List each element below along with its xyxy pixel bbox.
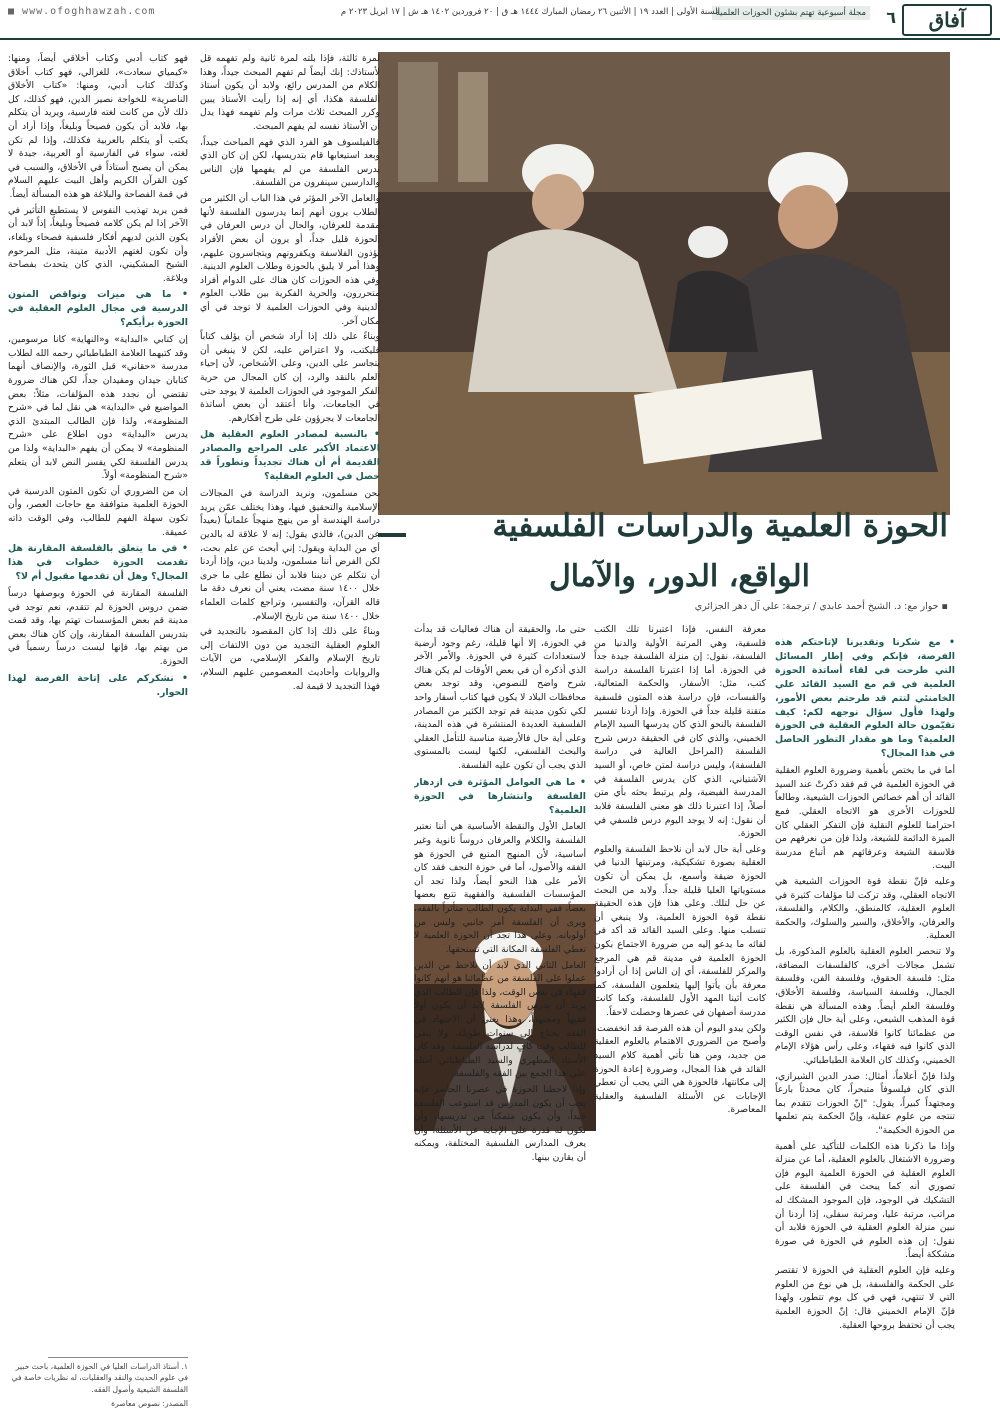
paragraph: وعليه فإن العلوم العقلية في الحوزة لا تقتصر على الحكمة والفلسفة، بل هي نوع من العلوم التي لا تنتهي، فهي في كل يوم تتطور، ولهذا فإنّ الإمام الخميني قال: إنّ الحوزة العلمية يجب أن تحتفظ بروحها العقلية. xyxy=(775,1265,955,1331)
article-title: الحوزة العلمية والدراسات الفلسفية xyxy=(492,508,948,544)
paragraph: العامل الثاني الذي لابد أن نلاحظ من الذين عملوا على الفلسفة من عظمائنا هو أنهم كانوا فقهاء في نفس الوقت، ولذا فإن الطالب الذي يريد أن يدرس الفلسفة لابد أن يكون أولاً فقيهاً ومجتهداً، وهذا يعني أن الاجتهاد في الفقه يحتاج إلى سنوات طويلة، ولا يبقى للطالب وقت كافٍ لدراسة الفلسفة. وقد كان الأستاذ المطهري والسيد الطباطبائي أمثلة على هذا الجمع بين الفقه والفلسفة. xyxy=(414,959,586,1080)
paragraph: وعليه فإنّ نقطة قوة الحوزات الشيعية هي الاتجاه العقلي، وقد تركت لنا مؤلفات كثيرة في العلوم العقلية، كالمنطق، والكلام، والفلسفة، والعرفان، والأخلاق، والسير والسلوك، والحكمة العملية. xyxy=(775,876,955,942)
title-accent-bar xyxy=(378,533,406,537)
students-studying-photo xyxy=(378,52,950,515)
paragraph: ولذا فإنّ أعلاماً، أمثال: صدر الدين الشيرازي، الذي كان فيلسوفاً متبحراً، كان محدثاً بارعاً ومجتهداً كبيراً، يقول: "إنّ الحوزات تتقدم بما تنتجه من علوم عقلية، وإنّ الحكمة يتم تعلمها من الحوزة الحكيمة". xyxy=(775,1070,955,1136)
page-header xyxy=(0,0,1000,40)
page-number: ٦ xyxy=(886,8,896,27)
paragraph: معرفة النفس، فإذا اعتبرنا تلك الكتب فلسفية، وهي المرتبة الأولية والدنيا من الفلسفة، نقول: إن منزلة الفلسفة جيدة جداً في الحوزة. أما إذا اعتبرنا الفلسفة دراسة كتب، مثل: الأسفار، والحكمة المتعالية، والقبسات، فإن دراسة هذه المتون فلسفية متقنة قليلة جداً في الحوزة. وإذا أردنا تفسير الفلسفة بالنحو الذي كان يدرسها السيد الإمام الخميني، والذي كان في الحقيقة درس شرح الفلسفة (المراحل العالية في دراسة الفلسفة)، وليس دراسة لمتن خاص، أو السيد الآشتياني، الذي كان يدرس الفلسفة في المدرسة الفيضية، ولم يرتبط بحثه بأي متن أصلاً، إذا اعتبرنا ذلك هو معنى الفلسفة فلابد أن نقول: إنه لا يوجد اليوم درس فلسفي في الحوزة. xyxy=(594,624,766,840)
footnote-1: ١. أستاذ الدراسات العليا في الحوزة العلمية، باحث خبير في علوم الحديث والنقد والعقليات، له نظريات خاصة في الفلسفة الشيعية وأصول الفقه. xyxy=(11,1362,188,1394)
column-1 xyxy=(775,633,955,1403)
column-2 xyxy=(594,623,766,1413)
column-5 xyxy=(8,52,188,1352)
paragraph: فهو كتاب أدبي وكتاب أخلاقي أيضاً، ومنها: «كيمياي سعادت»، للغزالي، فهو كتاب أخلاق وكذلك كتاب أدبي، ومنها: «كتاب الأخلاق الناصرية» للخواجة نصير الدين، فهو كذلك، كل ذلك لأن من كانت لغته فارسية، ويريد أن يتكلم بها، فلابد أن يكون فصيحاً وبليغاً، وإذا أراد أن يكتب أو يتكلم بالعربية فكذلك، وإذا لم تكن لغته، سواء في الفارسية أو العربية، جيدة لا يمكن أن يصبح أستاذاً في الأخلاق، والسبب في كون القرآن الكريم وأهل البيت عليهم السلام في قمة الفصاحة والبلاغة هو هذه المسألة أيضاً. xyxy=(8,53,188,201)
paragraph: وإذا لاحظنا الحوزة في عصرنا الحاضر فإنه يجب أن يكون المدرس قد استوعب الفلسفة جيداً، وأن يكون متمكناً من تدريسها، وأن تكون له قدرة على الإجابة عن الأسئلة، وأن يعرف المدارس الفلسفية المختلفة، ويمكنه أن يقارن بينها. xyxy=(414,1084,586,1164)
paragraph: فالفيلسوف هو الفرد الذي فهم المباحث جيداً، وبعد استيعابها قام بتدريسها، لكن إن كان الذي يدرس الفلسفة من لم يفهمها فإن الناس والدارسين سينفرون من الفلسفة. xyxy=(200,136,380,189)
bullet-icon: ■ xyxy=(8,6,23,17)
paragraph: العامل الأول والنقطة الأساسية هي أننا نعتبر الفلسفة والكلام والعرفان دروساً ثانوية وغير أساسية، لأن المنهج المتبع في الحوزة هو الفقه والأصول، أما في حوزة النجف فقد كان الأمر على هذا النحو أيضاً، ولذا تجد أن المؤسسات الفلسفية والفقهية تتبع بعضها بعضاً، ففي البداية يكون الطالب متأثراً بالفقه، ويرى أن الفلسفة أمر جانبي وليس من أولوياته. وعلى هذا تجد أن الحوزة العلمية لا تعطي الفلسفة المكانة التي تستحقها. xyxy=(414,821,586,955)
column-3 xyxy=(414,623,586,1413)
paragraph: والعامل الآخر المؤثر في هذا الباب أن الكثير من الطلاب يرون أنهم إنما يدرسون الفلسفة لأنها مقدمة للعرفان، والحال أن درس العرفان في الحوزة قليل جداً، أو يرون أن بعض الأفراد يؤذون الفلاسفة ويكفرونهم ويتجاسرون عليهم، وهذا أمر لا يليق بالحوزة وطلاب العلوم الدينية. وفي هذه الحوزات كان هناك على الدوام أفراد متحررون، والحرية الفكرية بين طلاب العلوم الدينية وفي الحوزات العلمية لا توجد في أي مكان آخر. xyxy=(200,193,380,327)
article-subtitle: الواقع، الدور، والآمال xyxy=(548,559,810,594)
paragraph: نحن مسلمون، ونريد الدراسة في المجالات الإسلامية والتحقيق فيها، وهذا يختلف عمّن يريد دراسة الهندسة أو من ينهج منهجاً علمانياً (بعيداً عن الدين)، فالذي يقول: إنه لا علاقة له بالدين أي من البداية ويقول: إني أبحث عن علم بحت، لكن الفرض أننا مسلمون، ولدينا دين، وإذا أردنا أن نتكلم عن ديننا فلابد أن نطلع على ما جرى خلال ١٤٠٠ سنة مضت، يعني أن نعرف دقة ما قاله القرآن، والتفسير، وتراجع كلمات العلماء خلال ١٤٠٠ سنة من تاريخ الإسلام. xyxy=(200,488,380,622)
byline: ▪ حوار مع: د. الشيخ أحمد عابدي / ترجمة: علي آل دهر الجزائري xyxy=(694,601,948,612)
paragraph: إن كتابي «البداية» و«النهاية» كانا مرسومين، وقد كتبهما العلامة الطباطبائي رحمه الله لطلاب مدرسة «حقاني» قبل الثورة، والإنصاف أنهما كتابان جيدان ومفيدان جداً، لكن هناك ضرورة تقتضي أن نجدد هذه المؤلفات، مثلاً: بعض المواضيع في «البداية» هي نقل لما في «شرح المنظومة»، ولذا فإن الطالب المبتدئ الذي يدرس «البداية» دون اطلاع على «شرح المنظومة» لا يمكن أن يفهم «البداية» ولذا من يدرس الفلسفة لكي يفسر النص لابد أن يتعلم «شرح المنظومة» أولاً. xyxy=(8,334,188,482)
students-photo-illustration xyxy=(378,52,950,515)
square-icon: ▪ xyxy=(938,601,948,612)
paragraph: لمرة ثالثة، فإذا بلته لمرة ثانية ولم تفهمه قل لأستاذك: إنك أيضاً لم تفهم المبحث جيداً، وهذا الكلام من المدرس رائع، ولابد أن يكون أستاذ الفلسفة هكذا، أي إنه إذا رأيت الأستاذ يبين وكرر المبحث ثلاث مرات ولم تفهمه فهذا يدل أن الأستاذ نفسه لم يفهم المبحث. xyxy=(200,53,380,133)
paragraph: أما في ما يختص بأهمية وضرورة العلوم العقلية في الحوزة العلمية في قم فقد ذكرتْ عند السيد القائد أن أهم خصائص الحوزات الشيعية، وطالعاً للحوزات الأخرى هو الاتجاه العقلي. فمع احترامنا للعلوم النقلية فإن التفكر العقلي كان الميزة الدائمة للشيعة، ولذا فإن من نعرفهم من فلاسفة الشيعة وعرفائهم هم أتباع مدرسة البيت. xyxy=(775,765,955,872)
paragraph: فمن يريد تهذيب النفوس لا يستطيع التأثير في الآخر إذا لم يكن كلامه فصيحاً وبليغاً، إذاً لابد أن يكون الذين لديهم أفكار فلسفية فصحاء وبلغاء، وأن تكون لغتهم الأدبية متينة، مثل المرحوم الشيخ المشكيني، الذي كان يتحدث بفصاحة وبلاغة. xyxy=(8,204,188,284)
question-heading: • نشكركم على إتاحة الفرصة لهذا الحوار. xyxy=(8,672,188,698)
issue-info: السنة الأولى | العدد ١٩ | الأثنين ٢٦ رمضان المبارك ١٤٤٤ هـ ق | ٢٠ فروردين ١٤٠٢ هـ ش | ١٧ ابريل ٢٠٢٣ م xyxy=(340,7,720,17)
paragraph: وبناءً على ذلك إذا كان المقصود بالتجديد في العلوم العقلية التجديد من دون الالتفات إلى تاريخ الإسلام والفكر الإسلامي، من الآيات والروايات وأحاديث المعصومين عليهم السلام، فهذا التجديد لا قيمة له. xyxy=(200,626,380,692)
footnote-source: المصدر: نصوص معاصرة xyxy=(111,1399,188,1409)
question-heading: • ما هي ميزات ونواقص المتون الدرسية في مجال العلوم العقلية في الحوزة برأيكم؟ xyxy=(8,289,188,329)
paragraph: إن من الضروري أن تكون المتون الدرسية في الحوزة العلمية متوافقة مع حاجات العصر، وأن تكون سهلة الفهم للطالب، وفي الوقت ذاته عميقة. xyxy=(8,485,188,538)
question-heading: • مع شكرنا وتقديرنا لإتاحتكم هذه الفرصة، فإنكم وفي إطار المسائل التي طرحت في لقاء أساتذة الحوزة العلمية في قم مع السيد القائد علي الخامنئي لتتم قد طرحتم بعض الأمور، ولهذا فأول سؤال نوجهه لكم: كيف تقيّمون حالة العلوم العقلية في الحوزة العلمية؟ وما هو مقدار التطور الحاصل في هذا المجال؟ xyxy=(775,637,955,760)
paragraph: وبناءً على ذلك إذا أراد شخص أن يؤلف كتاباً فليكتب، ولا اعتراض عليه، لكن لا ينبغي أن يتجاسر على الدين، وعلى الأشخاص، لأن إحياء العلم بالنقد والرد، إن كان المجال من حرية الفكر الموجود في الحوزات العلمية لا يوجد حتى في الجامعات، وأنا أعتقد أن بعض أساتذة الجامعات لا يجرؤون على طرح أفكارهم. xyxy=(200,331,380,424)
paragraph: حتى ما، والحقيقة أن هناك فعاليات قد بدأت في الحوزة، إلا أنها قليلة، رغم وجود أرضية لاستعدادات كثيرة في الحوزة. والأمر الآخر الذي أذكره أن في بعض الأوقات لم يكن هناك شرح واضح للنصوص، وقد توجد بعض محافظات البلاد لا يكون فيها كتاب أسفار واحد لكي تكون مدينة قم توجد الكثير من المصادر الفلسفية العديدة المنتشرة في هذه المدينة، وعلى أية حال فالأرضية مناسبة للتأمل العقلي والبحث الفلسفي، لكنها ليست بالمستوى الذي يجب أن تكون عليه الفلسفة. xyxy=(414,624,586,772)
paragraph: وإذا ما ذكرنا هذه الكلمات للتأكيد على أهمية وضرورة الاشتغال بالعلوم العقلية، أما عن منزلة العلوم العقلية في الحوزة العلمية اليوم فإن تصوري أنه كما يبحث في الفلسفة على التشكيك في الوجود، فإن الموجود المشكك له مراتب، مرتبة عليا، ومرتبة سفلى، إذا أردنا أن نبين منزلة العلوم العقلية في الحوزة فلابد أن نقول: إن هذه العلوم في الحوزة في صورة مشككة أيضاً. xyxy=(775,1140,955,1261)
question-heading: • ما هي العوامل المؤثرة في ازدهار الفلسفة وانتشارها في الحوزة العلمية؟ xyxy=(414,776,586,816)
paragraph: وعلى أية حال لابد أن نلاحظ الفلسفة والعلوم العقلية بصورة تشكيكية، ومرتبتها الدنيا في الحوزة ضيقة وأسمع، بل يمكن أن تكون مستوياتها العليا قليلة جداً. ولابد من البحث عن حل لتلك. وعلى هذا فإن هذه الحقيقة نقطة قوة الحوزة العلمية، ولا ينبغي أن تنسلب منها. وعلى السيد القائد قد أكد في لقائه ما يدعو إليه من ضرورة الاجتماع بكون الحوزة العلمية في مدينة قم هي المرجع والمركز للفلسفة، أي إن الناس إذا أن أرادوا معرفة بأن يأتوا إليها يتعلمون الفلسفة، كما كانت أثينا المهد الأول للفلسفة، وكما كانت مدرسة أصفهان في عصرها وحصلت لاحقاً. xyxy=(594,843,766,1019)
footnote-divider xyxy=(48,1357,188,1358)
paragraph: ولا تنحصر العلوم العقلية بالعلوم المذكورة، بل تشمل مجالات أخرى، كالفلسفات المضافة، مثل: فلسفة الحقوق، وفلسفة الفن، وفلسفة الجمال، وفلسفة السياسة، وفلسفة الأخلاق، وفلسفة العلم أيضاً. وهذه المسألة هي نقطة قوة المذهب الشيعي، وعلى أية حال فإن الكثير من عظمائنا كانوا فلاسفة، في نفس الوقت الذي كانوا فيه فقهاء، وعلى رأس هؤلاء الإمام الخميني، وكذلك كان العلامة الطباطبائي. xyxy=(775,946,955,1066)
column-4 xyxy=(200,52,380,1407)
question-heading: • بالنسبة لمصادر العلوم العقلية هل الاعتماد الأكبر على المراجع والمصادر القديمة أم أن هناك تجديداً وتطوراً قد حصل في العلوم العقلية؟ xyxy=(200,429,380,483)
question-heading: • في ما يتعلق بالفلسفة المقارنة هل تقدمت الحوزة خطوات في هذا المجال؟ وهل أن تقدمها مقبول أم لا؟ xyxy=(8,543,188,583)
magazine-logo: آفاق xyxy=(902,4,992,36)
footnotes xyxy=(8,1355,188,1415)
publication-tagline: مجلة أسبوعية تهتم بشئون الحوزات العلمية xyxy=(712,6,870,20)
paragraph: الفلسفة المقارنة في الحوزة وبوصفها درساً ضمن دروس الحوزة لم تتقدم، نعم توجد في مدينة قم بعض المؤسسات تهتم بها، وقد قمت بتدريس الفلسفة المقارنة، وإن كان هناك بعض من يهتم بها، فإنها ليست درساً رسمياً في الحوزة. xyxy=(8,587,188,667)
website-link[interactable]: ■ www.ofoghhawzah.com xyxy=(8,6,156,17)
paragraph: ولكن يبدو اليوم أن هذه الفرصة قد انخفضت، وأصبح من الضروري الاهتمام بالعلوم العقلية من جديد، ومن هنا تأتي أهمية كلام السيد القائد في هذا المجال، وضرورة إعادة الحوزة إلى مكانتها، فالحوزة هي التي يجب أن تعطي الإجابات عن الأسئلة الفلسفية والعقلية المعاصرة. xyxy=(594,1022,766,1116)
